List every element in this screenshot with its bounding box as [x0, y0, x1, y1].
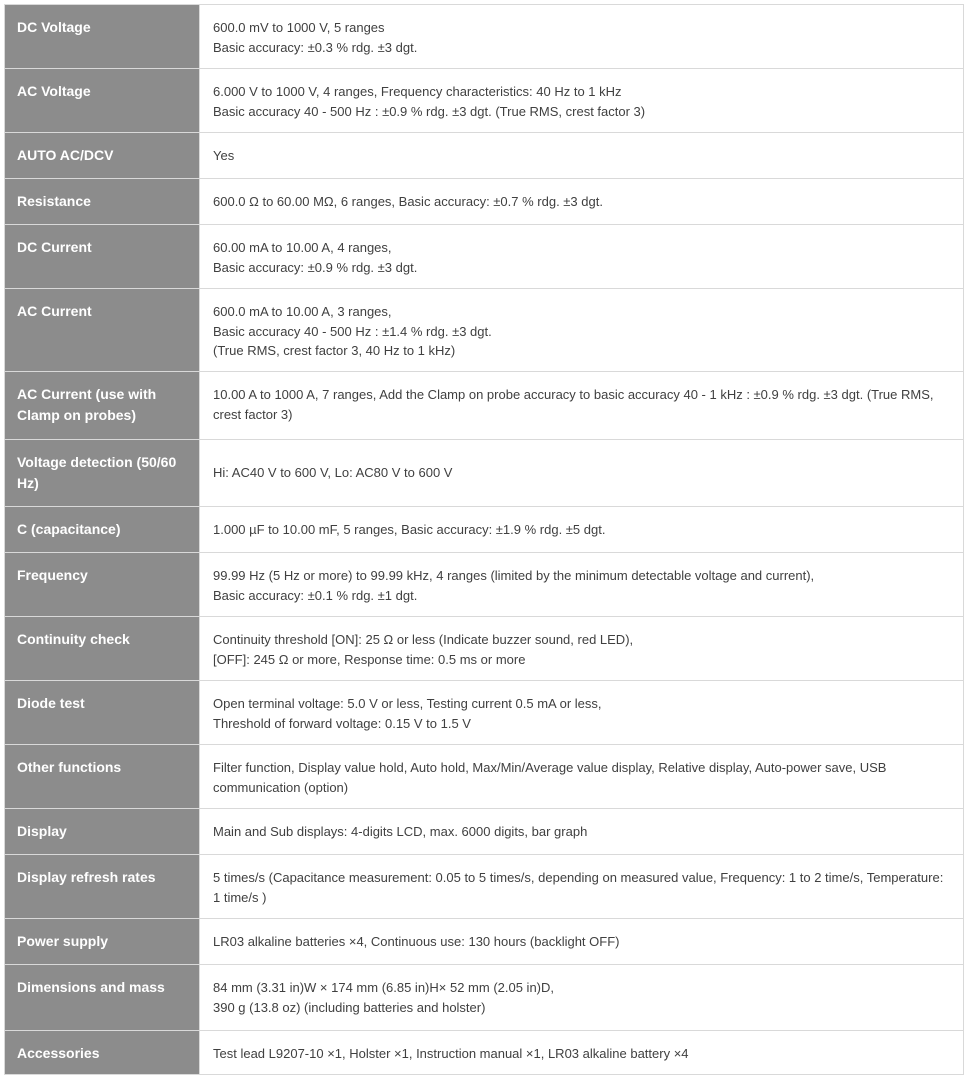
spec-row — [5, 179, 964, 225]
spec-value — [200, 133, 964, 179]
spec-row — [5, 507, 964, 553]
spec-value — [200, 809, 964, 855]
spec-value-line: 84 mm (3.31 in)W × 174 mm (6.85 in)H× 52 mm (2.05 in)D, — [213, 980, 555, 995]
spec-value-line: Filter function, Display value hold, Auto hold, Max/Min/Average value display, Relative display, Auto-power save, USB communication (option) — [213, 760, 887, 795]
spec-value-line: 600.0 Ω to 60.00 MΩ, 6 ranges, Basic accuracy: ±0.7 % rdg. ±3 dgt. — [213, 194, 603, 209]
spec-value-line: 60.00 mA to 10.00 A, 4 ranges, — [213, 240, 392, 255]
spec-label: Accessories — [5, 1031, 200, 1075]
spec-row — [5, 919, 964, 965]
spec-label: Power supply — [5, 919, 200, 965]
spec-label: Frequency — [5, 553, 200, 617]
spec-value-line: 6.000 V to 1000 V, 4 ranges, Frequency characteristics: 40 Hz to 1 kHz — [213, 84, 622, 99]
spec-value — [200, 617, 964, 681]
spec-value — [200, 289, 964, 372]
spec-value — [200, 553, 964, 617]
spec-value-line: Basic accuracy 40 - 500 Hz : ±0.9 % rdg. ±3 dgt. (True RMS, crest factor 3) — [213, 103, 646, 119]
spec-label: Diode test — [5, 681, 200, 745]
spec-label: Voltage detection (50/60 Hz) — [5, 440, 200, 507]
spec-value-line: 10.00 A to 1000 A, 7 ranges, Add the Clamp on probe accuracy to basic accuracy 40 - 1 kHz : ±0.9 % rdg. ±3 dgt. (True RMS, crest factor 3) — [213, 387, 934, 422]
spec-value-line: Threshold of forward voltage: 0.15 V to 1.5 V — [213, 715, 471, 731]
spec-value-line: (True RMS, crest factor 3, 40 Hz to 1 kHz) — [213, 343, 456, 358]
spec-value-line: 600.0 mA to 10.00 A, 3 ranges, — [213, 304, 392, 319]
spec-row — [5, 5, 964, 69]
spec-label: Other functions — [5, 745, 200, 809]
spec-value — [200, 5, 964, 69]
spec-label: Continuity check — [5, 617, 200, 681]
spec-label: Display refresh rates — [5, 855, 200, 919]
spec-value-line: 600.0 mV to 1000 V, 5 ranges — [213, 20, 385, 35]
spec-value-line: Basic accuracy: ±0.3 % rdg. ±3 dgt. — [213, 39, 418, 55]
spec-row — [5, 69, 964, 133]
spec-row — [5, 372, 964, 440]
spec-value — [200, 372, 964, 440]
spec-value-line: Continuity threshold [ON]: 25 Ω or less (Indicate buzzer sound, red LED), — [213, 632, 634, 647]
spec-value — [200, 225, 964, 289]
spec-label: AC Voltage — [5, 69, 200, 133]
spec-value-line: Basic accuracy: ±0.9 % rdg. ±3 dgt. — [213, 259, 418, 275]
spec-value — [200, 69, 964, 133]
spec-row — [5, 745, 964, 809]
spec-value — [200, 179, 964, 225]
spec-label: Resistance — [5, 179, 200, 225]
spec-row — [5, 133, 964, 179]
spec-table — [4, 4, 964, 1075]
spec-label: DC Current — [5, 225, 200, 289]
spec-row — [5, 965, 964, 1031]
spec-row — [5, 1031, 964, 1075]
spec-value-line: 99.99 Hz (5 Hz or more) to 99.99 kHz, 4 ranges (limited by the minimum detectable voltage and current), — [213, 568, 815, 583]
spec-label: AC Current — [5, 289, 200, 372]
spec-value-line: 5 times/s (Capacitance measurement: 0.05 to 5 times/s, depending on measured value, Frequency: 1 to 2 time/s, Temperature: 1 time/s ) — [213, 870, 944, 905]
spec-value — [200, 855, 964, 919]
spec-label: Display — [5, 809, 200, 855]
spec-row — [5, 809, 964, 855]
spec-value — [200, 507, 964, 553]
spec-value-line: 1.000 µF to 10.00 mF, 5 ranges, Basic accuracy: ±1.9 % rdg. ±5 dgt. — [213, 522, 606, 537]
spec-row — [5, 289, 964, 372]
spec-value-line: Open terminal voltage: 5.0 V or less, Testing current 0.5 mA or less, — [213, 696, 602, 711]
spec-table-body — [5, 5, 964, 1075]
spec-value-line: Basic accuracy: ±0.1 % rdg. ±1 dgt. — [213, 587, 418, 603]
spec-value — [200, 440, 964, 507]
spec-value — [200, 745, 964, 809]
spec-value-line: Test lead L9207-10 ×1, Holster ×1, Instruction manual ×1, LR03 alkaline battery ×4 — [213, 1046, 689, 1061]
spec-row — [5, 855, 964, 919]
spec-value — [200, 1031, 964, 1075]
spec-row — [5, 553, 964, 617]
spec-value-line: 390 g (13.8 oz) (including batteries and holster) — [213, 999, 486, 1015]
spec-value-line: Hi: AC40 V to 600 V, Lo: AC80 V to 600 V — [213, 465, 453, 481]
spec-value-line: Yes — [213, 148, 235, 163]
spec-row — [5, 225, 964, 289]
spec-value — [200, 681, 964, 745]
spec-value-line: [OFF]: 245 Ω or more, Response time: 0.5 ms or more — [213, 651, 526, 667]
spec-row — [5, 617, 964, 681]
spec-label: Dimensions and mass — [5, 965, 200, 1031]
spec-row — [5, 681, 964, 745]
spec-label: C (capacitance) — [5, 507, 200, 553]
spec-row — [5, 440, 964, 507]
spec-value-line: LR03 alkaline batteries ×4, Continuous use: 130 hours (backlight OFF) — [213, 934, 620, 949]
spec-label: AUTO AC/DCV — [5, 133, 200, 179]
spec-value-line: Basic accuracy 40 - 500 Hz : ±1.4 % rdg. ±3 dgt. — [213, 323, 492, 339]
spec-label: AC Current (use with Clamp on probes) — [5, 372, 200, 440]
spec-value — [200, 919, 964, 965]
spec-value-line: Main and Sub displays: 4-digits LCD, max. 6000 digits, bar graph — [213, 824, 588, 839]
spec-label: DC Voltage — [5, 5, 200, 69]
spec-value — [200, 965, 964, 1031]
